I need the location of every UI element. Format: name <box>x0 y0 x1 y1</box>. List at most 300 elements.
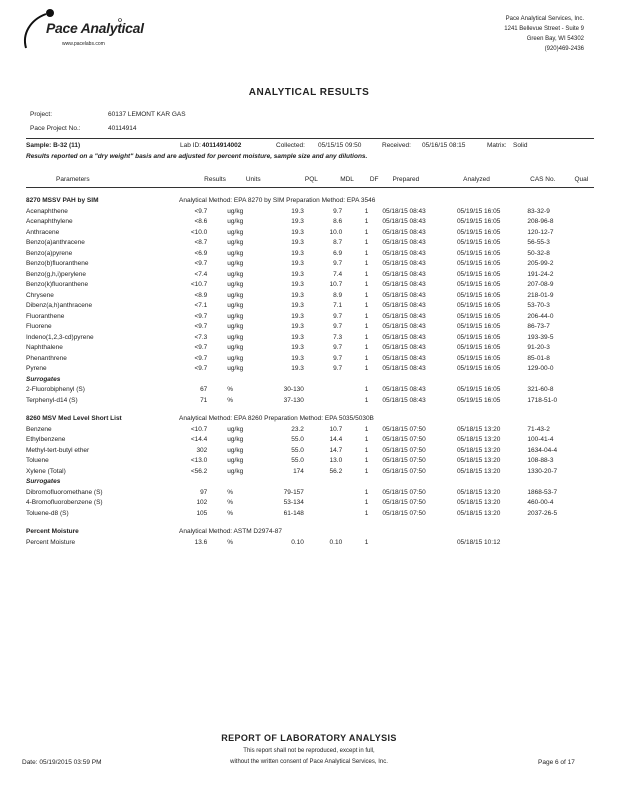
table-row <box>26 207 594 218</box>
cell-qual <box>574 498 594 509</box>
cell-prepared: 05/18/15 07:50 <box>382 446 426 454</box>
empty-cell <box>268 406 304 414</box>
cell-prepared: 05/18/15 08:43 <box>382 239 426 246</box>
cell-pql: 55.0 <box>291 457 304 464</box>
section-name: 8270 MSSV PAH by SIM <box>26 197 99 204</box>
spacer-row <box>26 406 594 414</box>
empty-cell <box>169 406 213 414</box>
cell-units: % <box>227 386 234 393</box>
cell-units: % <box>227 509 234 517</box>
table-row <box>26 396 594 407</box>
cell-parameter: Benzo(a)anthracene <box>26 239 85 246</box>
col-pql: PQL <box>304 176 318 183</box>
matrix-label: Matrix: <box>487 142 507 149</box>
surrogates-label-row <box>26 375 594 386</box>
cell-analyzed: 05/19/15 16:05 <box>456 228 501 236</box>
matrix-value: Solid <box>513 142 528 149</box>
cell-result: <8.7 <box>194 239 208 246</box>
section-header-row <box>26 527 594 538</box>
cell-parameter: Toluene-d8 (S) <box>26 509 69 517</box>
cell-mdl: 0.10 <box>329 538 343 546</box>
cell-parameter: Fluoranthene <box>26 312 65 320</box>
cell-qual <box>574 301 594 312</box>
cell-cas-no: 71-43-2 <box>527 425 550 433</box>
empty-cell <box>574 477 594 488</box>
col-analyzed: Analyzed <box>463 176 490 183</box>
cell-analyzed: 05/19/15 16:05 <box>456 207 501 215</box>
cell-df: 1 <box>364 538 369 546</box>
cell-units: ug/kg <box>227 291 244 299</box>
cell-pql: 61-148 <box>283 509 304 517</box>
cell-parameter: Acenaphthene <box>26 207 68 215</box>
cell-analyzed: 05/19/15 16:05 <box>456 312 501 320</box>
empty-cell <box>574 406 594 414</box>
table-row <box>26 488 594 499</box>
cell-units: ug/kg <box>227 239 244 246</box>
cell-cas-no: 86-73-7 <box>527 323 550 330</box>
cell-analyzed: 05/19/15 16:05 <box>456 386 501 393</box>
cell-units: ug/kg <box>227 344 244 351</box>
cell-df: 1 <box>364 425 369 433</box>
empty-cell <box>342 519 372 527</box>
cell-qual <box>574 456 594 467</box>
cell-cas-no: 83-32-9 <box>527 207 550 215</box>
table-row <box>26 301 594 312</box>
cell-analyzed: 05/19/15 16:05 <box>456 344 501 351</box>
cell-qual <box>574 354 594 365</box>
cell-parameter: Dibromofluoromethane (S) <box>26 488 103 496</box>
empty-cell <box>169 375 213 386</box>
cell-pql: 55.0 <box>291 446 304 454</box>
cell-df: 1 <box>364 457 369 464</box>
cell-df: 1 <box>364 354 369 362</box>
table-row <box>26 280 594 291</box>
cell-pql: 30-130 <box>283 386 304 393</box>
table-row <box>26 249 594 260</box>
empty-cell <box>342 477 372 488</box>
cell-result: <10.7 <box>190 281 208 288</box>
cell-cas-no: 218-01-9 <box>527 291 554 299</box>
cell-prepared: 05/18/15 08:43 <box>382 386 426 393</box>
cell-df: 1 <box>364 281 369 288</box>
project-label: Project: <box>30 111 53 118</box>
empty-cell <box>213 519 267 527</box>
cell-parameter: Percent Moisture <box>26 538 76 546</box>
table-row <box>26 270 594 281</box>
cell-qual <box>574 343 594 354</box>
cell-cas-no: 120-12-7 <box>527 228 554 236</box>
cell-prepared: 05/18/15 08:43 <box>382 302 426 309</box>
cell-result: <10.7 <box>190 425 208 433</box>
cell-qual <box>574 291 594 302</box>
received-value: 05/16/15 08:15 <box>422 142 466 149</box>
cell-prepared: 05/18/15 07:50 <box>382 488 426 496</box>
cell-cas-no: 207-08-9 <box>527 281 554 288</box>
cell-mdl: 6.9 <box>333 249 343 257</box>
cell-pql: 19.3 <box>291 323 304 330</box>
collected-label: Collected: <box>276 142 305 149</box>
lab-address <box>504 14 584 54</box>
cell-mdl <box>304 396 342 407</box>
cell-pql: 174 <box>293 467 304 475</box>
cell-cas-no: 2037-26-5 <box>527 509 558 517</box>
cell-prepared: 05/18/15 08:43 <box>382 312 426 320</box>
cell-prepared: 05/18/15 07:50 <box>382 499 426 506</box>
table-row <box>26 238 594 249</box>
cell-mdl: 10.7 <box>329 425 343 433</box>
cell-pql: 19.3 <box>291 302 304 309</box>
cell-analyzed: 05/18/15 13:20 <box>456 457 501 464</box>
cell-qual <box>574 396 594 407</box>
cell-df: 1 <box>364 436 369 443</box>
empty-cell <box>372 519 451 527</box>
cell-prepared: 05/18/15 08:43 <box>382 291 426 299</box>
cell-result: <9.7 <box>194 365 208 372</box>
cell-qual <box>574 333 594 344</box>
cell-prepared: 05/18/15 08:43 <box>382 249 426 257</box>
cell-result: <7.4 <box>194 270 208 278</box>
footer-note-line: without the written consent of Pace Analytical Services, Inc. <box>230 759 388 765</box>
empty-cell <box>213 406 267 414</box>
cell-mdl: 8.9 <box>333 291 343 299</box>
logo-text: Pace Analytical <box>46 20 144 36</box>
cell-pql: 19.3 <box>291 270 304 278</box>
empty-cell <box>26 519 169 527</box>
cell-qual <box>574 467 594 478</box>
cell-units: ug/kg <box>227 323 244 330</box>
cell-parameter: Phenanthrene <box>26 354 67 362</box>
cell-df: 1 <box>364 446 369 454</box>
cell-prepared: 05/18/15 08:43 <box>382 228 426 236</box>
reporting-note: Results reported on a "dry weight" basis and are adjusted for percent moisture, sample size and any dilutions. <box>26 153 368 160</box>
cell-units: ug/kg <box>227 249 244 257</box>
page-title: ANALYTICAL RESULTS <box>248 87 370 98</box>
empty-cell <box>574 519 594 527</box>
empty-cell <box>521 406 573 414</box>
empty-cell <box>451 477 521 488</box>
cell-parameter: Indeno(1,2,3-cd)pyrene <box>26 333 94 341</box>
cell-units: ug/kg <box>227 281 244 288</box>
cell-qual <box>574 312 594 323</box>
cell-df: 1 <box>364 467 369 475</box>
cell-result: 67 <box>200 386 208 393</box>
cell-units: ug/kg <box>227 457 244 464</box>
footer-title: REPORT OF LABORATORY ANALYSIS <box>221 733 397 743</box>
cell-analyzed: 05/18/15 13:20 <box>456 509 501 517</box>
cell-pql: 19.3 <box>291 291 304 299</box>
table-row <box>26 312 594 323</box>
cell-mdl: 9.7 <box>333 323 343 330</box>
cell-mdl: 13.0 <box>329 457 343 464</box>
cell-pql: 19.3 <box>291 312 304 320</box>
section-method: Analytical Method: ASTM D2974-87 <box>179 528 282 535</box>
cell-mdl <box>304 498 342 509</box>
cell-mdl: 9.7 <box>333 312 343 320</box>
cell-df: 1 <box>364 396 369 404</box>
cell-pql: 19.3 <box>291 344 304 351</box>
empty-cell <box>342 406 372 414</box>
cell-mdl: 8.7 <box>333 239 343 246</box>
cell-prepared: 05/18/15 07:50 <box>382 436 426 443</box>
cell-result: <6.9 <box>194 249 208 257</box>
cell-df: 1 <box>364 333 369 341</box>
cell-units: ug/kg <box>227 312 244 320</box>
col-units: Units <box>245 176 261 183</box>
cell-df: 1 <box>364 270 369 278</box>
empty-cell <box>451 375 521 386</box>
received-label: Received: <box>382 142 411 149</box>
cell-cas-no <box>521 538 573 549</box>
cell-mdl <box>304 488 342 499</box>
cell-result: <9.7 <box>194 344 208 351</box>
cell-units: ug/kg <box>227 365 244 372</box>
empty-cell <box>169 519 213 527</box>
cell-units: % <box>227 538 234 546</box>
col-results: Results <box>204 176 226 183</box>
cell-parameter: Chrysene <box>26 291 54 299</box>
cell-prepared: 05/18/15 08:43 <box>382 396 426 404</box>
cell-prepared: 05/18/15 08:43 <box>382 218 426 225</box>
cell-parameter: Pyrene <box>26 365 47 372</box>
cell-pql: 19.3 <box>291 218 304 225</box>
table-row <box>26 217 594 228</box>
empty-cell <box>304 406 342 414</box>
empty-cell <box>574 375 594 386</box>
cell-pql: 19.3 <box>291 365 304 372</box>
cell-cas-no: 108-88-3 <box>527 457 554 464</box>
empty-cell <box>342 375 372 386</box>
address-line: Green Bay, WI 54302 <box>526 36 584 42</box>
cell-result: <8.9 <box>194 291 208 299</box>
pace-project-label: Pace Project No.: <box>30 125 81 132</box>
cell-mdl: 7.4 <box>333 270 343 278</box>
cell-units: % <box>227 396 234 404</box>
cell-cas-no: 321-60-8 <box>527 386 554 393</box>
cell-analyzed: 05/19/15 16:05 <box>456 281 501 288</box>
empty-cell <box>268 477 304 488</box>
pace-project-value: 40114914 <box>108 125 137 132</box>
cell-qual <box>574 228 594 239</box>
cell-prepared: 05/18/15 07:50 <box>382 467 426 475</box>
cell-cas-no: 208-96-8 <box>527 218 554 225</box>
cell-df: 1 <box>364 323 369 330</box>
cell-result: <9.7 <box>194 260 208 267</box>
address-line: (920)469-2436 <box>544 46 584 52</box>
cell-units: ug/kg <box>227 446 244 454</box>
table-row <box>26 343 594 354</box>
empty-cell <box>451 406 521 414</box>
cell-cas-no: 460-00-4 <box>527 499 554 506</box>
cell-analyzed: 05/18/15 10:12 <box>456 538 501 546</box>
cell-df: 1 <box>364 386 369 393</box>
cell-prepared: 05/18/15 07:50 <box>382 509 426 517</box>
cell-result: <13.0 <box>190 457 208 464</box>
cell-pql: 55.0 <box>291 436 304 443</box>
cell-pql: 23.2 <box>291 425 304 433</box>
cell-pql: 0.10 <box>291 538 304 546</box>
cell-pql: 79-157 <box>283 488 304 496</box>
address-line: 1241 Bellevue Street - Suite 9 <box>504 26 584 32</box>
cell-df: 1 <box>364 509 369 517</box>
table-row <box>26 498 594 509</box>
empty-cell <box>304 519 342 527</box>
cell-result: <9.7 <box>194 312 208 320</box>
empty-cell <box>521 375 573 386</box>
empty-cell <box>213 477 267 488</box>
cell-qual <box>574 280 594 291</box>
cell-mdl <box>304 385 342 396</box>
cell-analyzed: 05/19/15 16:05 <box>456 365 501 372</box>
cell-mdl: 9.7 <box>333 365 343 372</box>
cell-qual <box>574 364 594 375</box>
cell-qual <box>574 385 594 396</box>
collected-value: 05/15/15 09:50 <box>318 142 362 149</box>
table-row <box>26 435 594 446</box>
address-line: Pace Analytical Services, Inc. <box>505 16 584 22</box>
cell-qual <box>574 238 594 249</box>
cell-result: <9.7 <box>194 207 208 215</box>
cell-result: <7.3 <box>194 333 208 341</box>
cell-analyzed: 05/19/15 16:05 <box>456 333 501 341</box>
cell-analyzed: 05/18/15 13:20 <box>456 499 501 506</box>
cell-cas-no: 100-41-4 <box>527 436 554 443</box>
cell-parameter: Fluorene <box>26 323 52 330</box>
cell-pql: 19.3 <box>291 281 304 288</box>
footer-note-line: This report shall not be reproduced, except in full, <box>243 748 375 754</box>
cell-cas-no: 91-20-3 <box>527 344 550 351</box>
cell-mdl: 9.7 <box>333 260 343 267</box>
cell-mdl <box>304 509 342 520</box>
empty-cell <box>268 375 304 386</box>
empty-cell <box>372 477 451 488</box>
cell-parameter: Ethylbenzene <box>26 436 66 443</box>
cell-prepared: 05/18/15 08:43 <box>382 333 426 341</box>
cell-cas-no: 206-44-0 <box>527 312 554 320</box>
cell-analyzed: 05/19/15 16:05 <box>456 218 501 225</box>
cell-units: ug/kg <box>227 228 244 236</box>
page-number: Page 6 of 17 <box>538 759 575 766</box>
cell-result: <9.7 <box>194 354 208 362</box>
cell-analyzed: 05/18/15 13:20 <box>456 488 501 496</box>
col-mdl: MDL <box>340 176 354 183</box>
cell-result: 13.6 <box>194 538 208 546</box>
cell-pql: 19.3 <box>291 249 304 257</box>
empty-cell <box>268 519 304 527</box>
cell-units: ug/kg <box>227 354 244 362</box>
cell-df: 1 <box>364 207 369 215</box>
cell-df: 1 <box>364 228 369 236</box>
cell-parameter: Xylene (Total) <box>26 467 66 475</box>
cell-analyzed: 05/18/15 13:20 <box>456 436 501 443</box>
cell-result: 97 <box>200 488 208 496</box>
section-header-row <box>26 414 594 425</box>
cell-parameter: Methyl-tert-butyl ether <box>26 446 90 454</box>
table-row <box>26 364 594 375</box>
table-row <box>26 354 594 365</box>
cell-prepared: 05/18/15 08:43 <box>382 344 426 351</box>
divider <box>26 138 594 139</box>
cell-df: 1 <box>364 365 369 372</box>
cell-analyzed: 05/18/15 13:20 <box>456 446 501 454</box>
empty-cell <box>304 375 342 386</box>
cell-units: % <box>227 499 234 506</box>
cell-pql: 37-130 <box>283 396 304 404</box>
cell-units: ug/kg <box>227 218 244 225</box>
sample-id: Sample: B-32 (11) <box>26 142 81 149</box>
cell-qual <box>574 270 594 281</box>
cell-units: ug/kg <box>227 302 244 309</box>
section-method: Analytical Method: EPA 8270 by SIM Preparation Method: EPA 3546 <box>179 197 376 204</box>
cell-prepared: 05/18/15 08:43 <box>382 260 426 267</box>
column-header <box>26 175 594 186</box>
cell-mdl: 8.6 <box>333 218 343 225</box>
lab-id-label: Lab ID: <box>180 142 201 149</box>
empty-cell <box>169 477 213 488</box>
cell-parameter: Toluene <box>26 457 49 464</box>
cell-result: <8.6 <box>194 218 208 225</box>
spacer-row <box>26 519 594 527</box>
col-parameters: Parameters <box>56 176 90 183</box>
cell-cas-no: 1868-53-7 <box>527 488 558 496</box>
cell-parameter: Naphthalene <box>26 344 63 351</box>
cell-prepared: 05/18/15 08:43 <box>382 354 426 362</box>
cell-units: ug/kg <box>227 467 244 475</box>
empty-cell <box>26 406 169 414</box>
cell-cas-no: 85-01-8 <box>527 354 550 362</box>
col-qual: Qual <box>574 176 589 183</box>
cell-df: 1 <box>364 344 369 351</box>
cell-prepared <box>372 538 451 549</box>
cell-pql: 19.3 <box>291 260 304 267</box>
surrogates-label-row <box>26 477 594 488</box>
table-row <box>26 228 594 239</box>
cell-parameter: Anthracene <box>26 228 60 236</box>
table-row <box>26 446 594 457</box>
cell-analyzed: 05/19/15 16:05 <box>456 270 501 278</box>
cell-analyzed: 05/19/15 16:05 <box>456 239 501 246</box>
cell-pql: 19.3 <box>291 333 304 341</box>
cell-units: ug/kg <box>227 260 244 267</box>
cell-analyzed: 05/19/15 16:05 <box>456 260 501 267</box>
cell-units: ug/kg <box>227 436 244 443</box>
cell-qual <box>574 446 594 457</box>
divider <box>26 187 594 188</box>
empty-cell <box>521 519 573 527</box>
cell-qual <box>574 217 594 228</box>
report-date: Date: 05/19/2015 03:59 PM <box>22 759 102 766</box>
empty-cell <box>372 375 451 386</box>
section-method: Analytical Method: EPA 8260 Preparation Method: EPA 5035/5030B <box>179 415 374 422</box>
cell-prepared: 05/18/15 08:43 <box>382 207 426 215</box>
cell-qual <box>574 538 594 549</box>
cell-df: 1 <box>364 291 369 299</box>
surrogates-label: Surrogates <box>26 375 61 383</box>
section-name: 8260 MSV Med Level Short List <box>26 415 122 422</box>
cell-prepared: 05/18/15 07:50 <box>382 425 426 433</box>
cell-analyzed: 05/18/15 13:20 <box>456 467 501 475</box>
cell-cas-no: 56-55-3 <box>527 239 550 246</box>
cell-units: ug/kg <box>227 425 244 433</box>
empty-cell <box>304 477 342 488</box>
cell-mdl: 9.7 <box>333 354 343 362</box>
cell-analyzed: 05/19/15 16:05 <box>456 323 501 330</box>
table-row <box>26 259 594 270</box>
table-row <box>26 456 594 467</box>
col-prepared: Prepared <box>392 176 420 183</box>
cell-mdl: 9.7 <box>333 344 343 351</box>
cell-pql: 19.3 <box>291 207 304 215</box>
cell-units: ug/kg <box>227 270 244 278</box>
